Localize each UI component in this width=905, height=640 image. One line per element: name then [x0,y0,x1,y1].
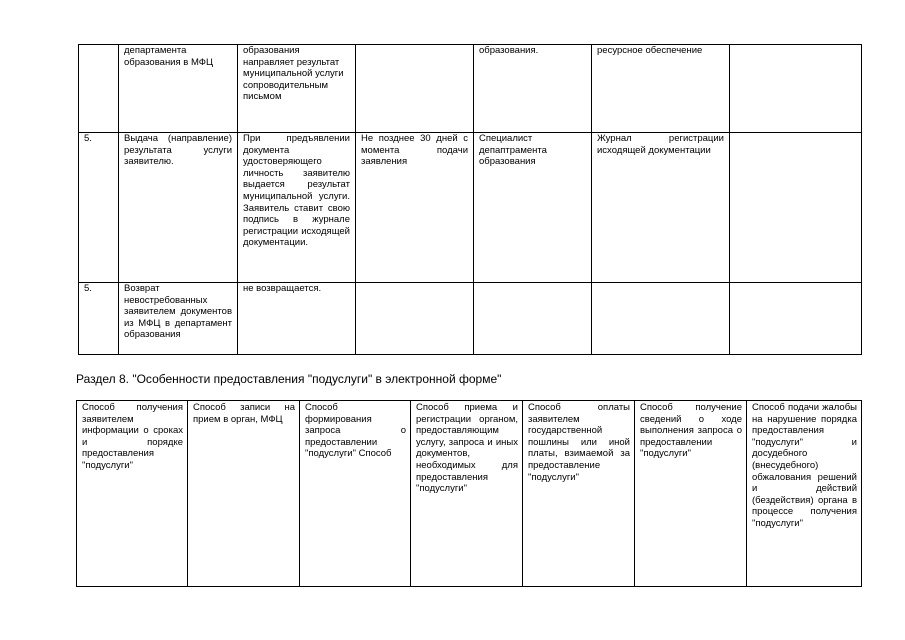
step-forms [730,133,862,283]
column-header: Способ получения заявителем информации о сроках и порядке предоставления "подуслуги" [77,401,188,587]
step-deadline: Не позднее 30 дней с момента подачи заявления [356,133,474,283]
step-name: Возврат невостребованных заявителем документов из МФЦ в департамент образования [119,283,238,355]
step-description: При предъявлении документа удостоверяющего личность заявителю выдается результат муниципальной услуги. Заявитель ставит свою подпись в журнале регистрации исходящей документации. [238,133,356,283]
step-executor: Специалист депаптрамента образования [474,133,592,283]
column-header: Способ записи на прием в орган, МФЦ [188,401,300,587]
step-resources: ресурсное обеспечение [592,45,730,133]
step-forms [730,45,862,133]
column-header: Способ подачи жалобы на нарушение порядка предоставления "подуслуги" и досудебного (внесудебного) обжалования решений и действий (бездействия) органа в процессе получения "подуслуги" [747,401,862,587]
step-name: Выдача (направление) результата услуги заявителю. [119,133,238,283]
column-header: Способ оплаты заявителем государственной пошлины или иной платы, взимаемой за предоставление "подуслуги" [523,401,635,587]
step-description: не возвращается. [238,283,356,355]
table-row [77,401,862,587]
step-number: 5. [79,283,119,355]
step-forms [730,283,862,355]
table-row [79,45,862,133]
table-row [79,133,862,283]
column-header: Способ получение сведений о ходе выполнения запроса о предоставлении "подуслуги" [635,401,747,587]
step-name: департамента образования в МФЦ [119,45,238,133]
procedure-table [78,44,862,355]
step-number [79,45,119,133]
table-row [79,283,862,355]
step-deadline [356,45,474,133]
step-description: образования направляет результат муниципальной услуги сопроводительным письмом [238,45,356,133]
electronic-form-table [76,400,862,587]
section-heading: Раздел 8. "Особенности предоставления "подуслуги" в электронной форме" [76,372,502,386]
step-executor [474,283,592,355]
step-number: 5. [79,133,119,283]
step-resources [592,283,730,355]
step-resources: Журнал регистрации исходящей документации [592,133,730,283]
step-deadline [356,283,474,355]
step-executor: образования. [474,45,592,133]
column-header: Способ приема и регистрации органом, предоставляющим услугу, запроса и иных документов, необходимых для предоставления "подуслуги" [411,401,523,587]
column-header: Способ формирования запроса о предоставлении "подуслуги" Способ [300,401,411,587]
